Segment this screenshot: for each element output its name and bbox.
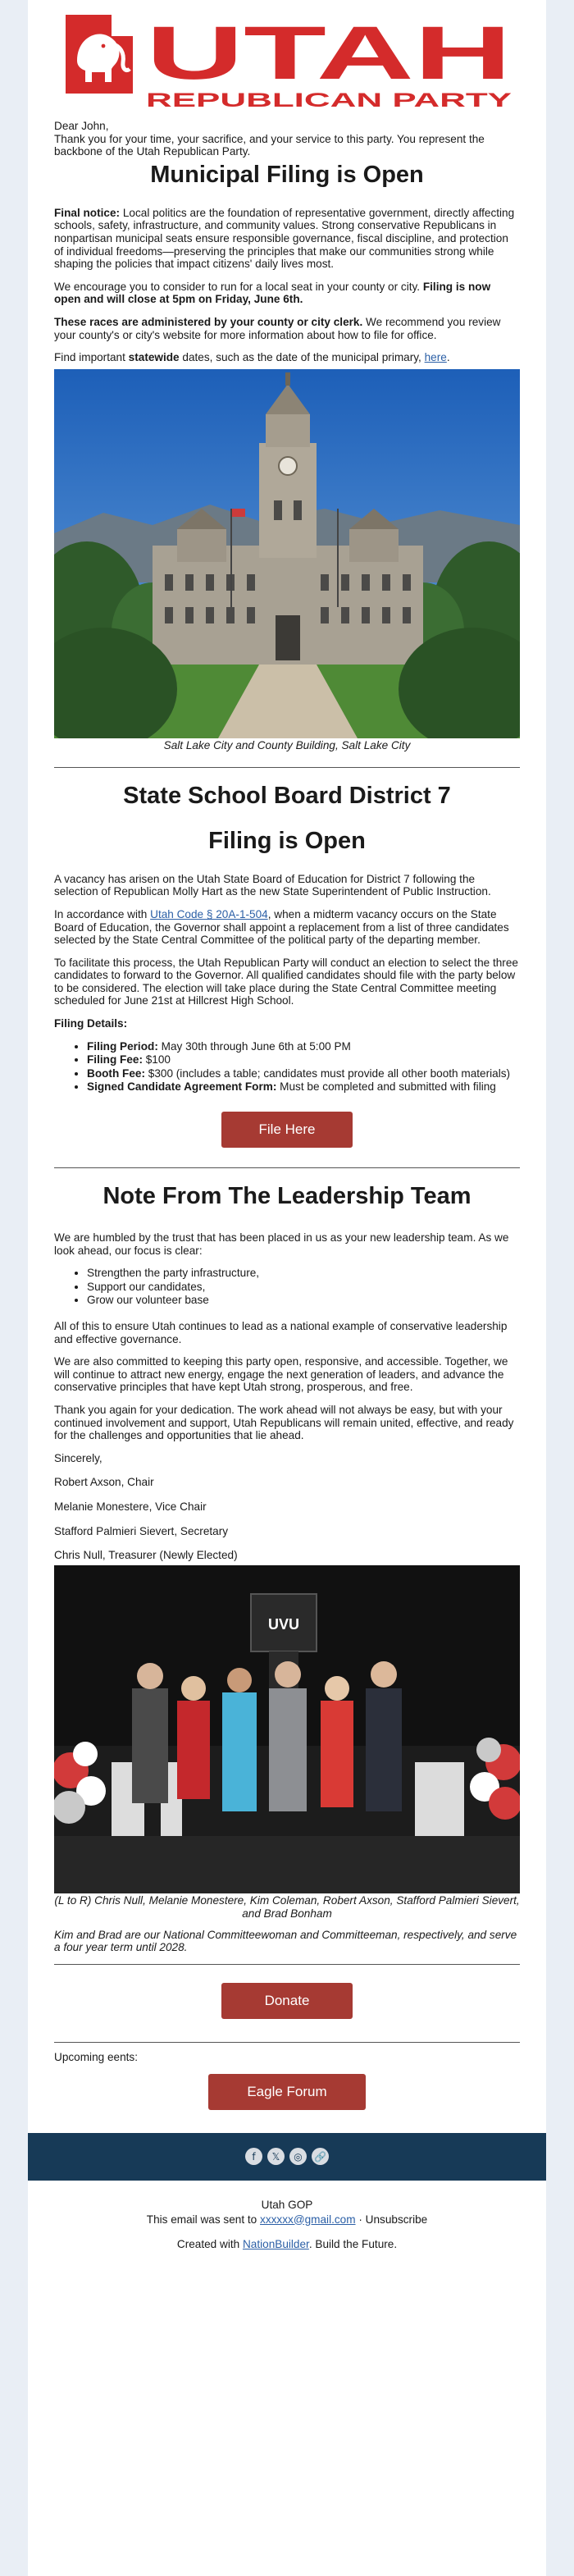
utah-code-link[interactable]: Utah Code § 20A-1-504 xyxy=(150,907,268,920)
social-bar xyxy=(28,2133,546,2181)
divider xyxy=(54,1167,520,1168)
statewide-text-start: Find important xyxy=(54,351,129,364)
thanks-text: Thank you for your time, your sacrifice, and your service to this party. You represent the backbone of the Utah Republican Party. xyxy=(54,132,485,158)
encourage-paragraph xyxy=(54,281,520,306)
donate-wrap xyxy=(54,1983,520,2019)
leadership-team-photo xyxy=(54,1565,520,1893)
eagle-forum-button[interactable]: Eagle Forum xyxy=(208,2074,366,2110)
school-board-title: State School Board District 7 xyxy=(123,782,451,809)
list-item: • Support our candidates, xyxy=(87,1281,520,1294)
footer-sent-line xyxy=(54,2213,520,2227)
logo-word: UTAH xyxy=(146,11,512,95)
filing-details-label: Filing Details: xyxy=(54,1017,128,1030)
list-item xyxy=(87,1067,520,1080)
leadership-title: Note From The Leadership Team xyxy=(102,1183,472,1210)
final-notice-text: Local politics are the foundation of representative government, directly affecting schools, safety, infrastructure, and community values. Strong conservative Republicans in nonpartisan municipal seats ensure responsible governance, fiscal discipline, and protection of individual freedoms—preserving the principles that make our communities strong while shaping the policies that impact citizens' daily lives most. xyxy=(54,206,515,271)
process-paragraph: To facilitate this process, the Utah Republican Party will conduct an election to select the three candidates to forward to the Governor. All qualified candidates should file with the party below to be considered. The election will take place during the State Central Committee meeting scheduled for June 21st at Hillcrest High School. xyxy=(54,956,518,1007)
filing-details-list xyxy=(54,1040,520,1094)
unsubscribe-link[interactable]: Unsubscribe xyxy=(365,2213,428,2226)
email-footer xyxy=(54,2181,520,2251)
signer: Chris Null, Treasurer (Newly Elected) xyxy=(54,1549,238,1562)
statewide-bold: statewide xyxy=(128,351,180,364)
file-here-button[interactable]: File Here xyxy=(221,1112,353,1148)
filing-details-heading xyxy=(54,1017,520,1030)
file-here-wrap xyxy=(54,1112,520,1148)
vacancy-paragraph: A vacancy has arisen on the Utah State Board of Education for District 7 following the selection of Republican Molly Hart as the new State Superintendent of Public Instruction. xyxy=(54,872,491,898)
national-committee-note: Kim and Brad are our National Committeewoman and Committeeman, respectively, and serve a four year term until 2028. xyxy=(54,1928,517,1954)
final-notice-paragraph xyxy=(54,207,520,271)
footer-created-end: . Build the Future. xyxy=(308,2237,398,2250)
encourage-text: We encourage you to consider to run for a local seat in your county or city. xyxy=(54,280,423,293)
utah-gop-logo xyxy=(54,11,520,116)
leadership-paragraph-3: We are also committed to keeping this party open, responsive, and accessible. Together, we will continue to attract new energy, engage the next generation of leaders, and advance the conservative principles that have kept Utah strong, prosperous, and free. xyxy=(54,1355,508,1394)
clerk-paragraph xyxy=(54,316,520,341)
detail-value: Must be completed and submitted with filing xyxy=(276,1080,496,1094)
logo-subtitle: REPUBLICAN PARTY xyxy=(146,89,512,112)
utah-code-paragraph xyxy=(54,908,520,947)
clerk-bold-text: These races are administered by your county or city clerk. xyxy=(54,315,363,328)
footer-separator: · xyxy=(355,2213,366,2226)
elephant-logo-icon xyxy=(54,11,520,116)
greeting: Dear John, xyxy=(54,120,109,132)
focus-list xyxy=(54,1267,520,1307)
statewide-text-mid: dates, such as the date of the municipal primary, xyxy=(179,351,425,364)
team-photo-caption: (L to R) Chris Null, Melanie Monestere, Kim Coleman, Robert Axson, Stafford Palmieri Sievert, and Brad Bonham xyxy=(54,1893,520,1920)
statewide-dates-link[interactable]: here xyxy=(424,351,447,364)
facebook-icon[interactable]: f xyxy=(245,2148,262,2165)
detail-label: Filing Period: xyxy=(87,1039,158,1053)
signer: Stafford Palmieri Sievert, Secretary xyxy=(54,1524,229,1537)
footer-created-text: Created with xyxy=(176,2237,243,2250)
clerk-text: We recommend you review your county's or city's website for more information about how to file for office. xyxy=(54,315,501,341)
list-item xyxy=(87,1080,520,1094)
list-item xyxy=(87,1053,520,1066)
leadership-intro: We are humbled by the trust that has been placed in us as your new leadership team. As we look ahead, our focus is clear: xyxy=(54,1231,509,1257)
utah-code-text: , when a midterm vacancy occurs on the State Board of Education, the Governor shall appoint a replacement from a list of three candidates selected by the State Central Committee of the political party of the departing member. xyxy=(54,907,509,947)
leadership-paragraph-4: Thank you again for your dedication. The work ahead will not always be easy, but with your continued involvement and support, Utah Republicans will remain united, effective, and ready for the challenges and opportunities that lie ahead. xyxy=(54,1403,514,1442)
link-icon[interactable]: 🔗 xyxy=(312,2148,329,2165)
list-item: • Strengthen the party infrastructure, xyxy=(87,1267,520,1280)
building-photo-caption: Salt Lake City and County Building, Salt Lake City xyxy=(163,738,411,751)
signer: Melanie Monestere, Vice Chair xyxy=(54,1500,207,1513)
city-county-building-photo xyxy=(54,369,520,738)
detail-value: $300 (includes a table; candidates must provide all other booth materials) xyxy=(144,1066,511,1080)
school-board-subtitle: Filing is Open xyxy=(208,827,366,854)
email-page xyxy=(28,0,546,2576)
x-icon[interactable]: 𝕏 xyxy=(267,2148,285,2165)
detail-value: May 30th through June 6th at 5:00 PM xyxy=(157,1039,351,1053)
recipient-email-link[interactable]: xxxxxx@gmail.com xyxy=(260,2213,356,2226)
statewide-paragraph xyxy=(54,351,520,364)
podium-label: UVU xyxy=(267,1615,300,1633)
list-item xyxy=(87,1040,520,1053)
footer-created-line xyxy=(54,2238,520,2251)
statewide-text-end: . xyxy=(446,351,450,364)
footer-sent-text: This email was sent to xyxy=(146,2213,261,2226)
utah-code-text-start: In accordance with xyxy=(54,907,151,920)
municipal-title: Municipal Filing is Open xyxy=(150,161,424,188)
nationbuilder-link[interactable]: NationBuilder xyxy=(242,2237,309,2250)
eagle-forum-wrap xyxy=(54,2074,520,2110)
upcoming-events-label: Upcoming eents: xyxy=(54,2050,139,2063)
footer-org: Utah GOP xyxy=(261,2198,313,2211)
donate-button[interactable]: Donate xyxy=(221,1983,353,2019)
final-notice-label: Final notice: xyxy=(54,206,121,219)
list-item: • Grow our volunteer base xyxy=(87,1294,520,1307)
divider xyxy=(54,767,520,768)
sincerely: Sincerely, xyxy=(54,1451,102,1464)
leadership-paragraph-2: All of this to ensure Utah continues to lead as a national example of conservative leadership and effective governance. xyxy=(54,1320,508,1345)
divider xyxy=(54,2042,520,2043)
signer: Robert Axson, Chair xyxy=(54,1476,154,1489)
detail-label: Booth Fee: xyxy=(87,1066,145,1080)
filing-deadline-text: Filing is now open and will close at 5pm on Friday, June 6th. xyxy=(54,280,491,306)
signature-block xyxy=(54,1452,520,1562)
detail-value: $100 xyxy=(142,1053,171,1066)
detail-label: Filing Fee: xyxy=(87,1053,143,1066)
instagram-icon[interactable]: ◎ xyxy=(289,2148,307,2165)
detail-label: Signed Candidate Agreement Form: xyxy=(87,1080,277,1094)
divider xyxy=(54,1964,520,1965)
